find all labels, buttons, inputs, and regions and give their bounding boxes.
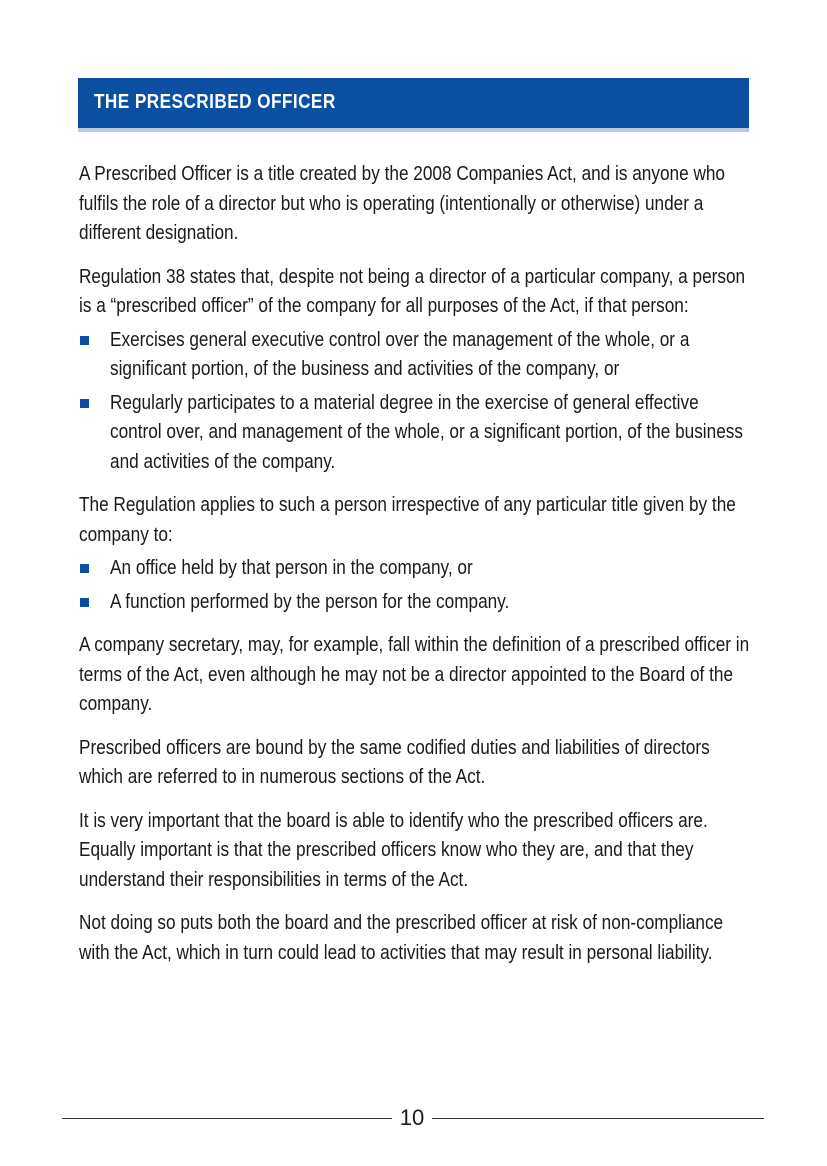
- list-item-text: An office held by that person in the company, or: [110, 557, 473, 579]
- list-item: [79, 554, 749, 584]
- paragraph-risk: Not doing so puts both the board and the prescribed officer at risk of non-compliance with the Act, which in turn could lead to activities that may result in personal liability.: [79, 912, 724, 964]
- list-item-text: A function performed by the person for the company.: [110, 590, 510, 613]
- list-item-text: Exercises general executive control over the management of the whole, or a significant portion, of the business and activities of the company, or: [110, 328, 690, 380]
- square-bullet-icon: [80, 564, 89, 573]
- section-header: [78, 78, 749, 128]
- criteria-list: [79, 326, 749, 478]
- title-list: [79, 554, 749, 617]
- paragraph-regulation-38: Regulation 38 states that, despite not being a director of a particular company, a person is a “prescribed officer” of the company for all purposes of the Act, if that person:: [79, 265, 746, 317]
- list-item: [79, 389, 749, 478]
- square-bullet-icon: [80, 336, 89, 345]
- paragraph-regulation-applies: The Regulation applies to such a person irrespective of any particular title given by the company to:: [79, 494, 736, 546]
- list-item-text: Regularly participates to a material degree in the exercise of general effective control over, and management of the whole, or a significant portion, of the business and activities of the company.: [110, 391, 743, 473]
- paragraph-importance: It is very important that the board is able to identify who the prescribed officers are. Equally important is that the prescribed officers know who they are, and that they understand their responsibilities in terms of the Act.: [79, 809, 708, 891]
- footer-rule-right: [432, 1118, 764, 1119]
- section-title: THE PRESCRIBED OFFICER: [94, 91, 336, 113]
- footer-rule-left: [62, 1118, 392, 1119]
- paragraph-duties: Prescribed officers are bound by the same codified duties and liabilities of directors which are referred to in numerous sections of the Act.: [79, 736, 710, 788]
- list-item: [79, 326, 749, 385]
- paragraph-company-secretary: A company secretary, may, for example, fall within the definition of a prescribed officer in terms of the Act, even although he may not be a director appointed to the Board of the company.: [79, 634, 750, 715]
- main-content: [79, 160, 749, 982]
- paragraph-definition: A Prescribed Officer is a title created by the 2008 Companies Act, and is anyone who fulfils the role of a director but who is operating (intentionally or otherwise) under a different designation.: [79, 163, 726, 244]
- square-bullet-icon: [80, 598, 89, 607]
- square-bullet-icon: [80, 399, 89, 408]
- list-item: [79, 588, 749, 618]
- page-number: 10: [399, 1105, 425, 1130]
